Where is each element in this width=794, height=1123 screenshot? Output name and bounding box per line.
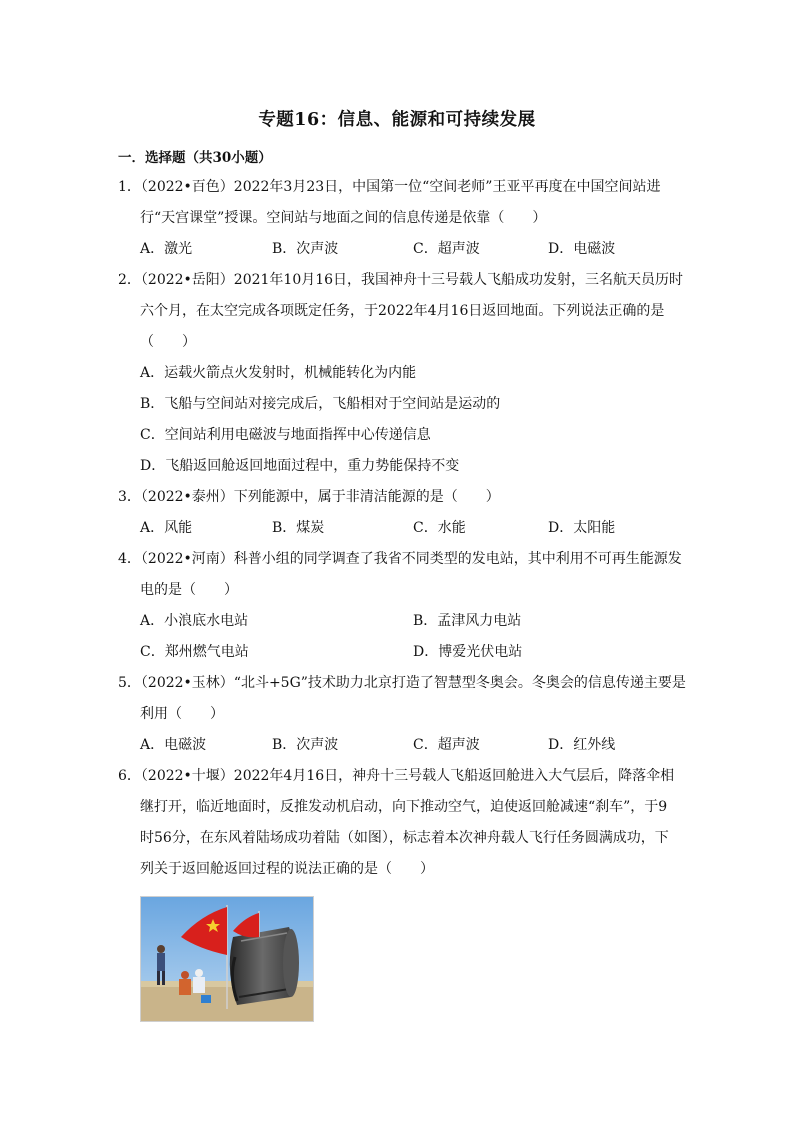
q6-line-1: 6．（2022•十堰）2022年4月16日，神舟十三号载人飞船返回舱进入大气层后，降落伞相: [118, 768, 675, 784]
section-heading: 一．选择题（共30小题）: [118, 150, 272, 166]
return-capsule: [230, 927, 299, 1005]
q3-line-1: 3．（2022•泰州）下列能源中，属于非清洁能源的是（ ）: [118, 489, 500, 505]
q4-option-d: D．博爱光伏电站: [413, 644, 523, 660]
q2-line-1: 2．（2022•岳阳）2021年10月16日，我国神舟十三号载人飞船成功发射，三名航天员历时: [118, 272, 684, 288]
q1-line-1: 1．（2022•百色）2022年3月23日，中国第一位“空间老师”王亚平再度在中国空间站进: [118, 179, 661, 195]
q2-option-a: A．运载火箭点火发射时，机械能转化为内能: [140, 365, 417, 381]
q3-option-a: A．风能: [140, 520, 193, 536]
q5-option-a: A．电磁波: [140, 737, 207, 753]
page-title: 专题16：信息、能源和可持续发展: [258, 110, 536, 130]
q3-option-c: C．水能: [413, 520, 466, 536]
q5-option-d: D．红外线: [548, 737, 616, 753]
q6-line-2: 继打开，临近地面时，反推发动机启动，向下推动空气，迫使返回舱减速“刹车”，于9: [140, 799, 668, 815]
q2-option-b: B．飞船与空间站对接完成后，飞船相对于空间站是运动的: [140, 396, 501, 412]
q4-option-c: C．郑州燃气电站: [140, 644, 249, 660]
q2-line-3: （ ）: [140, 334, 196, 350]
q5-line-1: 5．（2022•玉林）“北斗+5G”技术助力北京打造了智慧型冬奥会。冬奥会的信息传递主要是: [118, 675, 686, 691]
q4-line-2: 电的是（ ）: [140, 582, 238, 598]
q2-line-2: 六个月，在太空完成各项既定任务，于2022年4月16日返回地面。下列说法正确的是: [140, 303, 665, 319]
q1-line-2: 行“天宫课堂”授课。空间站与地面之间的信息传递是依靠（ ）: [140, 210, 547, 226]
q5-line-2: 利用（ ）: [140, 706, 224, 722]
q4-option-b: B．孟津风力电站: [413, 613, 522, 629]
q6-line-3: 时56分，在东风着陆场成功着陆（如图），标志着本次神舟载人飞行任务圆满成功，下: [140, 830, 669, 846]
q4-line-1: 4．（2022•河南）科普小组的同学调查了我省不同类型的发电站，其中利用不可再生能源发: [118, 551, 682, 567]
q2-option-c: C．空间站利用电磁波与地面指挥中心传递信息: [140, 427, 431, 443]
q1-option-a: A．激光: [140, 241, 193, 257]
q3-option-b: B．煤炭: [272, 520, 325, 536]
q5-option-b: B．次声波: [272, 737, 339, 753]
q1-option-c: C．超声波: [413, 241, 480, 257]
q5-option-c: C．超声波: [413, 737, 480, 753]
capsule-landing-illustration: [141, 897, 313, 1021]
q1-option-d: D．电磁波: [548, 241, 616, 257]
q6-line-4: 列关于返回舱返回过程的说法正确的是（ ）: [140, 861, 434, 877]
q1-option-b: B．次声波: [272, 241, 339, 257]
q4-option-a: A．小浪底水电站: [140, 613, 249, 629]
q2-option-d: D．飞船返回舱返回地面过程中，重力势能保持不变: [140, 458, 460, 474]
capsule-landing-photo: [140, 896, 314, 1022]
q3-option-d: D．太阳能: [548, 520, 616, 536]
